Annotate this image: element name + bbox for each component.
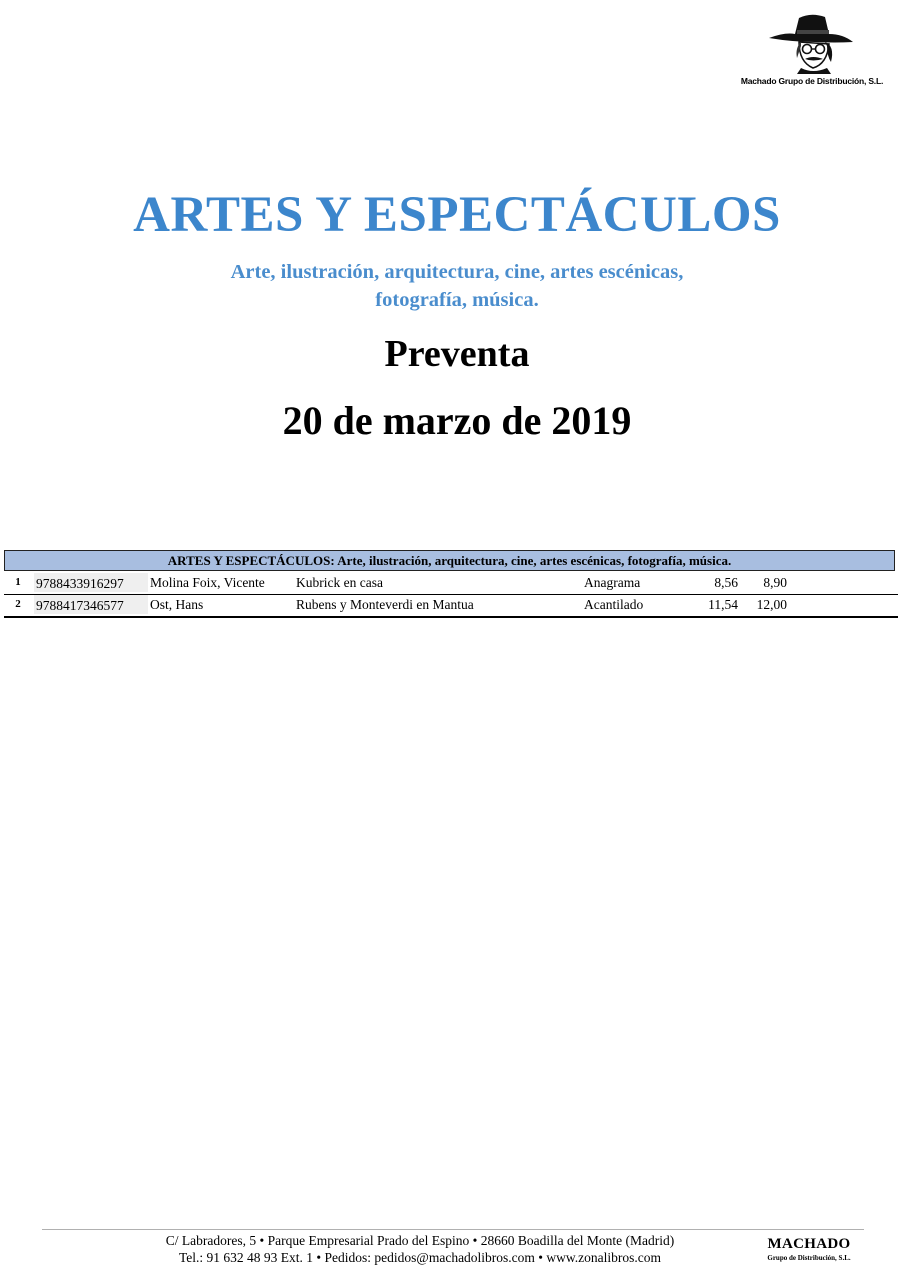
author-cell: Ost, Hans [150,597,204,612]
footer-contact [100,1233,740,1266]
row-number: 2 [15,598,21,610]
book-table [4,573,898,618]
footer-brand [750,1236,868,1263]
footer-address: C/ Labradores, 5 • Parque Empresarial Prado del Espino • 28660 Boadilla del Monte (Madrid) [165,1233,675,1248]
preventa-heading: Preventa [384,333,530,375]
man-with-hat-portrait-icon [765,12,857,74]
retail-price-cell: 12,00 [756,597,787,612]
table-row [4,595,898,618]
retail-price-cell: 8,90 [763,575,787,590]
isbn-cell: 9788433916297 [34,573,148,592]
page-title: ARTES Y ESPECTÁCULOS [133,187,781,243]
logo-text: Machado Grupo de Distribución, S.L. [740,76,884,86]
company-logo [737,12,887,94]
publisher-cell: Anagrama [584,575,641,590]
row-number: 1 [15,576,21,588]
subtitle-line-1: Arte, ilustración, arquitectura, cine, artes escénicas, [230,261,684,283]
author-cell: Molina Foix, Vicente [150,575,265,590]
publisher-cell: Acantilado [584,597,644,612]
date-heading: 20 de marzo de 2019 [282,398,632,443]
page-subtitle [140,258,774,314]
footer-brand-sub: Grupo de Distribución, S.L. [767,1254,851,1262]
title-cell: Rubens y Monteverdi en Mantua [296,597,474,612]
table-row [4,573,898,595]
net-price-cell: 11,54 [708,597,738,612]
footer-brand-name: MACHADO [767,1236,851,1252]
net-price-cell: 8,56 [714,575,738,590]
title-cell: Kubrick en casa [296,575,383,590]
footer-contact-line: Tel.: 91 632 48 93 Ext. 1 • Pedidos: pedidos@machadolibros.com • www.zonalibros.com [179,1249,661,1265]
table-section-header: ARTES Y ESPECTÁCULOS: Arte, ilustración, arquitectura, cine, artes escénicas, fotografía, música. [4,550,895,571]
footer-divider [42,1229,864,1230]
isbn-cell: 9788417346577 [34,595,148,614]
subtitle-line-2: fotografía, música. [375,289,539,311]
